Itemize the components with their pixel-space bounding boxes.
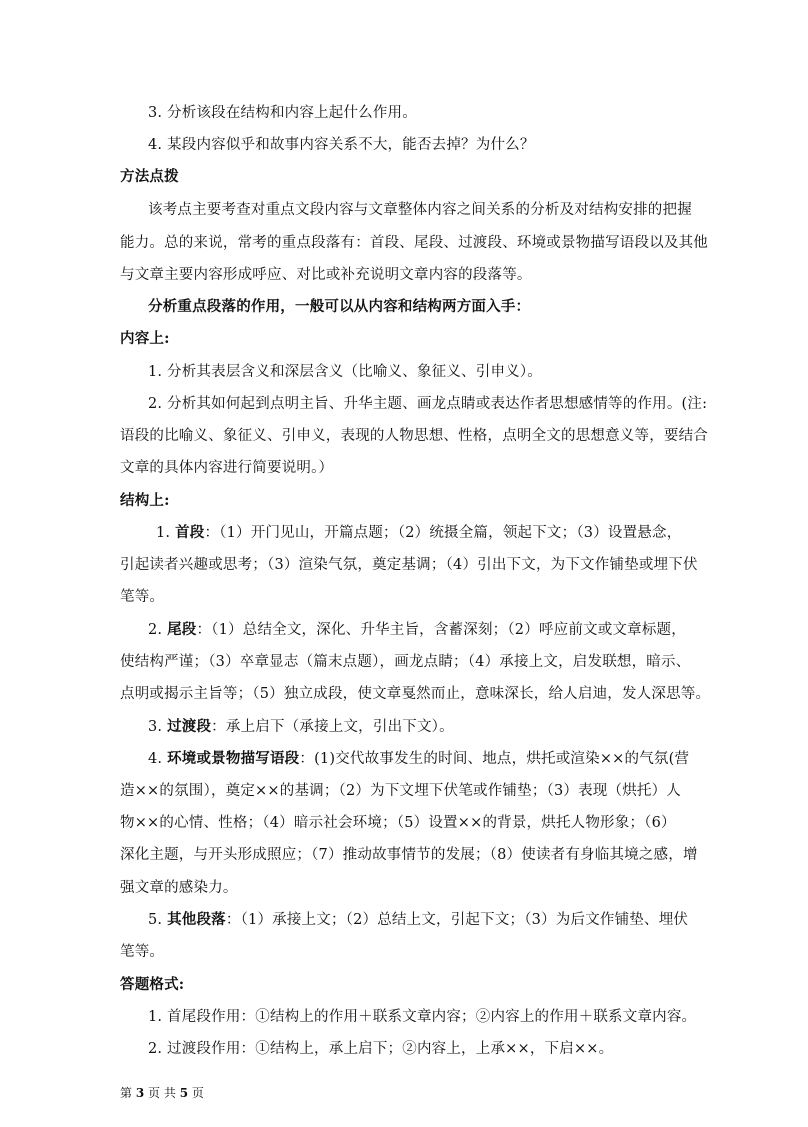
structure-item-other bbox=[148, 910, 688, 930]
paragraph-line: 文章的具体内容进行简要说明。） bbox=[120, 460, 334, 476]
page-suffix: 页 bbox=[191, 1086, 204, 1100]
format-item-1: 1. 首尾段作用：①结构上的作用＋联系文章内容；②内容上的作用＋联系文章内容。 bbox=[148, 1009, 697, 1025]
question-4: 4. 某段内容似乎和故事内容关系不大，能否去掉？为什么？ bbox=[148, 137, 535, 153]
heading-structure: 结构上: bbox=[120, 492, 170, 509]
paragraph-line: 强文章的感染力。 bbox=[120, 880, 238, 896]
item-term: 其他段落 bbox=[167, 911, 226, 928]
paragraph-line: 物××的心情、性格；（4）暗示社会环境；（5）设置××的背景，烘托人物形象；（6） bbox=[120, 815, 676, 831]
page-prefix: 第 bbox=[120, 1086, 133, 1100]
item-number: 4. bbox=[148, 751, 163, 767]
item-number: 3. bbox=[148, 719, 163, 735]
paragraph-line: 深化主题，与开头形成照应；（7）推动故事情节的发展；（8）使读者有身临其境之感，增 bbox=[120, 847, 698, 863]
item-number: 1. bbox=[156, 525, 171, 541]
paragraph-line: 与文章主要内容形成呼应、对比或补充说明文章内容的段落等。 bbox=[120, 267, 532, 283]
item-text: ：承上启下（承接上文，引出下文）。 bbox=[211, 719, 454, 735]
page-mid: 页 共 bbox=[148, 1086, 176, 1100]
paragraph-line: 造××的氛围），奠定××的基调；（2）为下文埋下伏笔或作铺垫；（3）表现（烘托）人 bbox=[120, 783, 681, 799]
item-text: ：（1）承接上文；（2）总结上文，引起下文；（3）为后文作铺垫、埋伏 bbox=[225, 912, 689, 928]
item-number: 5. bbox=[148, 912, 163, 928]
question-3: 3. 分析该段在结构和内容上起什么作用。 bbox=[148, 105, 417, 121]
structure-item-last bbox=[148, 620, 686, 640]
item-term: 环境或景物描写语段 bbox=[167, 750, 300, 767]
paragraph-line: 笔等。 bbox=[120, 589, 165, 605]
paragraph-line: 能力。总的来说，常考的重点段落有：首段、尾段、过渡段、环境或景物描写语段以及其他 bbox=[120, 235, 708, 251]
heading-answer-format: 答题格式: bbox=[120, 976, 185, 993]
item-term: 首段 bbox=[175, 524, 205, 541]
item-text: ：（1）总结全文，深化、升华主旨，含蓄深刻；（2）呼应前文或文章标题， bbox=[196, 622, 686, 638]
page-footer bbox=[120, 1084, 204, 1102]
structure-item-first bbox=[156, 523, 681, 543]
item-text: ：(1)交代故事发生的时间、地点，烘托或渲染××的气氛(营 bbox=[299, 751, 690, 767]
item-term: 尾段 bbox=[167, 621, 197, 638]
heading-method: 方法点拨 bbox=[120, 168, 179, 185]
bold-intro: 分析重点段落的作用，一般可以从内容和结构两方面入手： bbox=[148, 298, 531, 315]
page-number: 3 bbox=[135, 1086, 145, 1100]
paragraph-line: 点明或揭示主旨等；（5）独立成段，使文章戛然而止，意味深长，给人启迪，发人深思等。 bbox=[120, 686, 711, 702]
item-term: 过渡段 bbox=[167, 718, 212, 735]
item-number: 2. bbox=[148, 622, 163, 638]
paragraph-line: 使结构严谨；（3）卒章显志（篇末点题），画龙点睛；（4）承接上文，启发联想，暗示、 bbox=[120, 654, 691, 670]
paragraph-line: 引起读者兴趣或思考；（3）渲染气氛，奠定基调；（4）引出下文，为下文作铺垫或埋下伏 bbox=[120, 557, 698, 573]
paragraph-line: 语段的比喻义、象征义、引申义，表现的人物思想、性格，点明全文的思想意义等，要结合 bbox=[120, 428, 708, 444]
item-text: ：（1）开门见山，开篇点题；（2）统摄全篇，领起下文；（3）设置悬念， bbox=[204, 525, 682, 541]
paragraph-line: 笔等。 bbox=[120, 944, 165, 960]
content-item-1: 1. 分析其表层含义和深层含义（比喻义、象征义、引申义）。 bbox=[148, 364, 542, 380]
heading-content: 内容上: bbox=[120, 330, 170, 347]
structure-item-environment bbox=[148, 749, 689, 769]
structure-item-transition bbox=[148, 717, 454, 737]
format-item-2: 2. 过渡段作用：①结构上，承上启下；②内容上，上承××，下启××。 bbox=[148, 1041, 614, 1057]
page-total: 5 bbox=[179, 1086, 189, 1100]
paragraph-line: 该考点主要考查对重点文段内容与文章整体内容之间关系的分析及对结构安排的把握 bbox=[148, 202, 692, 218]
content-item-2: 2. 分析其如何起到点明主旨、升华主题、画龙点睛或表达作者思想感情等的作用。(注: bbox=[148, 396, 708, 412]
